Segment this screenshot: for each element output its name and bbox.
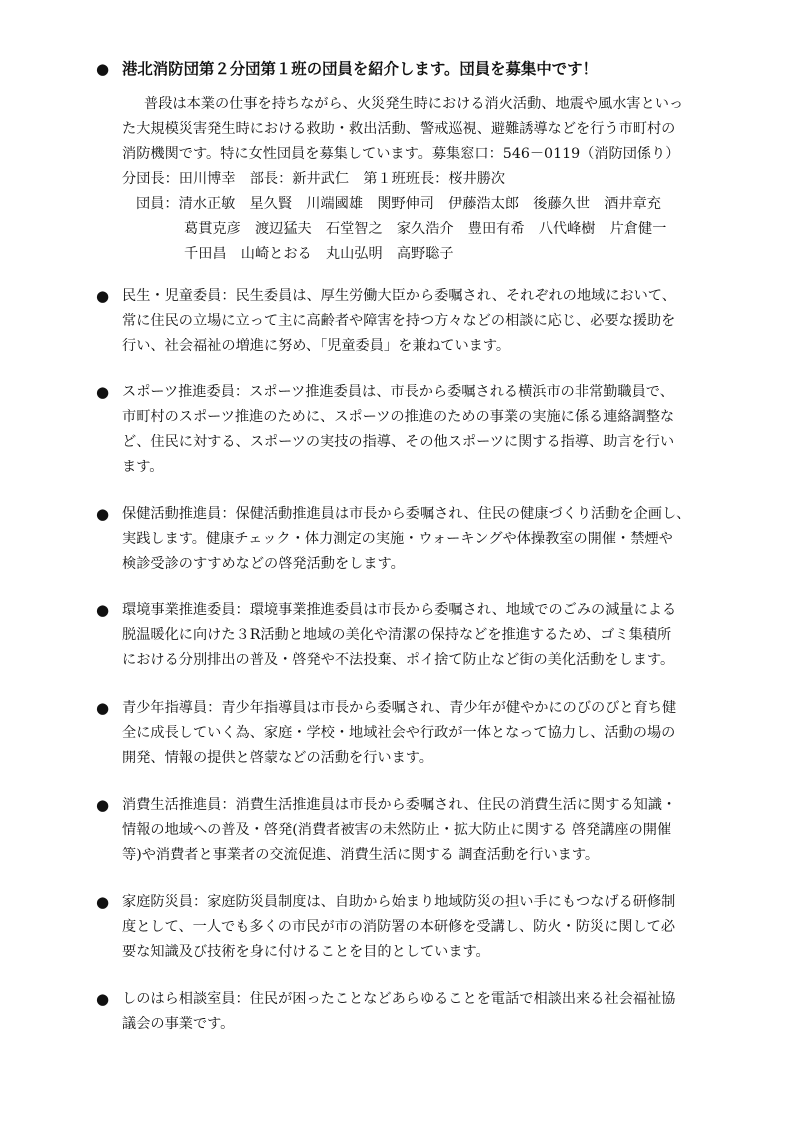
section-text-line: 消費生活推進員：消費生活推進員は市長から委嘱され、住民の消費生活に関する知識・ [122,797,677,813]
section-text-line: ど、住民に対する、スポーツの実技の指導、その他スポーツに関する指導、助言を行い [122,434,675,450]
section-text-line: 常に住民の立場に立って主に高齢者や障害を持つ方々などの相談に応じ、必要な援助を [122,313,676,329]
fire-brigade-title: 港北消防団第２分団第１班の団員を紹介します。団員を募集中です！ [122,60,598,78]
intro-text-line: 普段は本業の仕事を持ちながら、火災発生時における消火活動、地震や風水害といっ [144,96,684,112]
bullet-icon [96,599,110,621]
section-text-line: 家庭防災員：家庭防災員制度は、自助から始まり地域防災の担い手にもつなげる研修制 [122,894,676,910]
members-line: 千田昌 山崎とおる 丸山弘明 高野聡子 [184,246,454,262]
section-text-line: ます。 [122,459,164,475]
bullet-icon [96,891,110,913]
leaders-line: 分団長：田川博幸 部長：新井武仁 第１班班長：桜井勝次 [122,171,506,187]
members-line: 葛貫克彦 渡辺猛夫 石堂智之 家久浩介 豊田有希 八代峰樹 片倉健一 [184,221,667,237]
bullet-icon [96,58,110,80]
bullet-icon [96,285,110,307]
members-line: 団員：清水正敏 星久賢 川端國雄 関野伸司 伊藤浩太郎 後藤久世 酒井章充 [136,196,661,212]
intro-text-line: 消防機関です。特に女性団員を募集しています。募集窓口：546－0119（消防団係り） [122,146,680,162]
section-text-line: 実践します。健康チェック・体力測定の実施・ウォーキングや体操教室の開催・禁煙や [122,531,673,547]
bullet-icon [96,503,110,525]
section-text-line: 議会の事業です。 [122,1016,235,1032]
section-text-line: 行い、社会福祉の増進に努め、「児童委員」を兼ねています。 [122,338,511,354]
section-text-line: 要な知識及び技術を身に付けることを目的としています。 [122,944,490,960]
section-text-line: 開発、情報の提供と啓蒙などの活動を行います。 [122,750,433,766]
section-text-line: 情報の地域への普及・啓発(消費者被害の未然防止・拡大防止に関する 啓発講座の開催 [122,822,672,838]
bullet-icon [96,381,110,403]
section-text-line: 全に成長していく為、家庭・学校・地域社会や行政が一体となって協力し、活動の場の [122,725,676,741]
section-text-line: 民生・児童委員：民生委員は、厚生労働大臣から委嘱され、それぞれの地域において、 [122,288,676,304]
section-text-line: における分別排出の普及・啓発や不法投棄、ポイ捨て防止など街の美化活動をします。 [122,652,675,668]
section-text-line: 市町村のスポーツ推進のために、スポーツの推進のための事業の実施に係る連絡調整な [122,409,675,425]
section-text-line: しのはら相談室員：住民が困ったことなどあらゆることを電話で相談出来る社会福祉協 [122,991,676,1007]
section-text-line: 保健活動推進員：保健活動推進員は市長から委嘱され、住民の健康づくり活動を企画し、 [122,506,691,522]
section-text-line: 度として、一人でも多くの市民が市の消防署の本研修を受講し、防火・防災に関して必 [122,919,676,935]
bullet-icon [96,697,110,719]
section-text-line: 青少年指導員：青少年指導員は市長から委嘱され、青少年が健やかにのびのびと育ち健 [122,700,677,716]
section-text-line: 検診受診のすすめなどの啓発活動をします。 [122,556,405,572]
section-text-line: 等)や消費者と事業者の交流促進、消費生活に関する 調査活動を行います。 [122,847,600,863]
intro-text-line: た大規模災害発生時における救助・救出活動、警戒巡視、避難誘導などを行う市町村の [122,121,676,137]
bullet-icon [96,794,110,816]
section-text-line: スポーツ推進委員：スポーツ推進委員は、市長から委嘱される横浜市の非常勤職員で、 [122,384,674,400]
section-text-line: 環境事業推進委員：環境事業推進委員は市長から委嘱され、地域でのごみの減量による [122,602,677,618]
bullet-icon [96,988,110,1010]
section-text-line: 脱温暖化に向けた３R活動と地域の美化や清潔の保持などを推進するため、ゴミ集積所 [122,627,672,643]
